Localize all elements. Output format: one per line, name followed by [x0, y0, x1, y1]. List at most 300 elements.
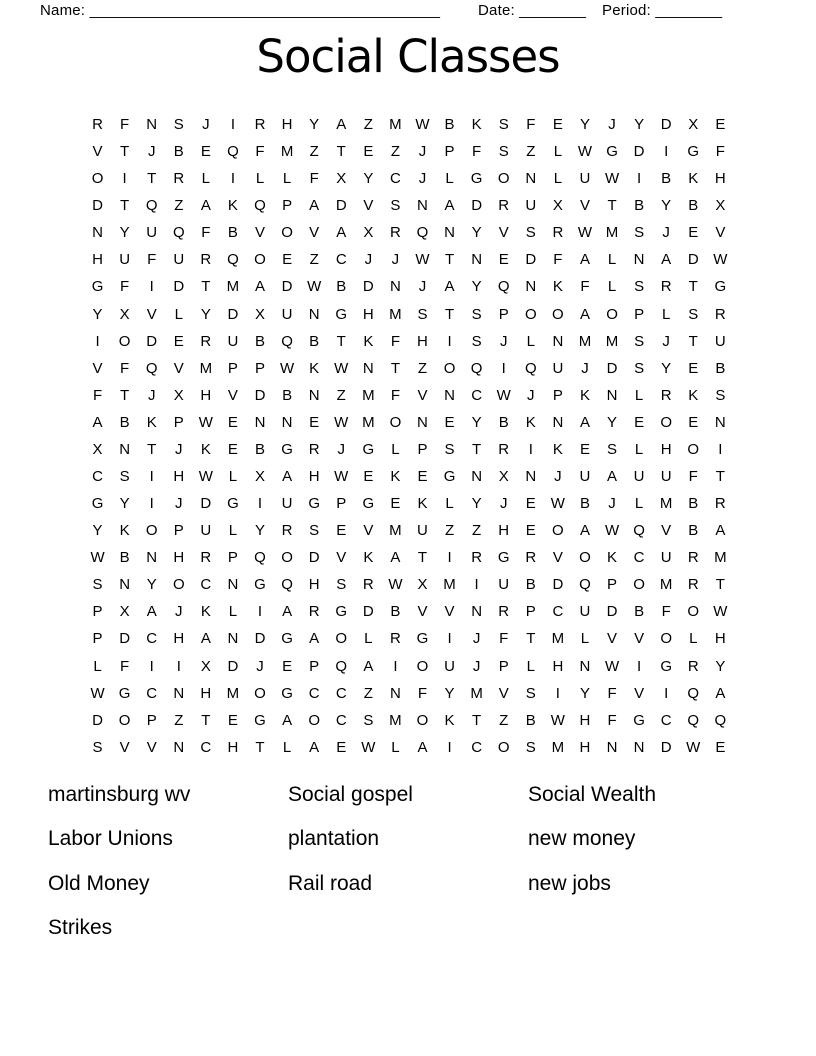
grid-cell: F: [92, 386, 103, 404]
grid-cell: R: [281, 522, 293, 540]
grid-cell: Y: [715, 657, 726, 675]
grid-cell: U: [633, 468, 645, 486]
grid-cell: L: [391, 738, 400, 756]
grid-cell: Y: [200, 305, 211, 323]
grid-cell: P: [227, 359, 238, 377]
grid-cell: Z: [363, 684, 373, 702]
grid-row: [84, 571, 734, 598]
grid-cell: V: [146, 738, 157, 756]
grid-cell: U: [227, 332, 239, 350]
grid-cell: V: [715, 224, 726, 242]
grid-cell: S: [715, 386, 726, 404]
grid-cell: F: [688, 468, 698, 486]
grid-cell: S: [525, 224, 536, 242]
grid-cell: F: [553, 251, 563, 269]
grid-cell: S: [173, 116, 184, 133]
grid-cell: A: [309, 630, 320, 648]
grid-cell: E: [227, 413, 238, 431]
grid-cell: J: [256, 657, 264, 675]
grid-cell: L: [201, 170, 211, 188]
grid-cell: O: [633, 576, 645, 594]
grid-cell: Q: [281, 332, 293, 350]
grid-cell: T: [147, 170, 157, 188]
grid-cell: U: [552, 359, 564, 377]
grid-cell: A: [579, 522, 590, 540]
grid-cell: N: [119, 576, 131, 594]
period-label: Period:: [602, 2, 651, 19]
grid-cell: R: [687, 657, 699, 675]
grid-cell: E: [715, 738, 726, 756]
grid-cell: G: [497, 549, 510, 567]
grid-cell: V: [552, 549, 563, 567]
grid-cell: L: [526, 332, 535, 350]
grid-cell: W: [686, 738, 701, 756]
grid-row: [84, 707, 734, 734]
grid-cell: U: [281, 305, 293, 323]
grid-cell: Y: [146, 576, 157, 594]
grid-cell: Q: [687, 684, 700, 702]
grid-cell: J: [202, 116, 210, 133]
grid-cell: H: [417, 332, 428, 350]
grid-cell: A: [92, 413, 103, 431]
grid-cell: A: [200, 197, 211, 215]
grid-cell: I: [555, 684, 560, 702]
grid-cell: E: [282, 657, 293, 675]
grid-cell: N: [119, 440, 131, 458]
grid-cell: I: [501, 359, 506, 377]
grid-cell: S: [607, 440, 618, 458]
grid-cell: T: [120, 386, 130, 404]
grid-cell: C: [633, 549, 645, 567]
grid-cell: R: [200, 251, 212, 269]
grid-cell: T: [444, 305, 455, 323]
grid-cell: G: [281, 630, 293, 648]
grid-cell: V: [309, 224, 320, 242]
grid-cell: G: [633, 711, 645, 729]
grid-cell: O: [172, 576, 185, 594]
grid-cell: J: [147, 386, 156, 404]
grid-cell: L: [445, 170, 454, 188]
grid-cell: E: [227, 440, 238, 458]
grid-row: [84, 436, 734, 463]
grid-cell: B: [525, 711, 536, 729]
grid-cell: N: [308, 386, 320, 404]
grid-cell: B: [173, 143, 184, 161]
grid-cell: K: [227, 197, 238, 215]
grid-cell: U: [525, 197, 537, 215]
name-blank-line: __________________________________________: [89, 2, 440, 19]
grid-cell: D: [92, 711, 103, 729]
grid-cell: W: [388, 576, 403, 594]
grid-cell: S: [92, 738, 103, 756]
grid-cell: I: [149, 495, 154, 513]
grid-cell: A: [255, 278, 266, 296]
grid-cell: P: [146, 711, 157, 729]
grid-cell: T: [120, 143, 130, 161]
grid-cell: U: [119, 251, 131, 269]
grid-cell: H: [498, 522, 510, 540]
grid-cell: B: [309, 332, 320, 350]
worksheet-title: Social Classes: [256, 30, 560, 83]
grid-cell: Y: [471, 278, 482, 296]
grid-cell: U: [417, 522, 428, 540]
grid-cell: I: [447, 549, 452, 567]
grid-cell: F: [390, 332, 400, 350]
grid-cell: B: [444, 116, 455, 133]
grid-cell: N: [227, 576, 239, 594]
grid-cell: J: [527, 386, 535, 404]
word-list-item: Strikes: [48, 916, 113, 940]
grid-cell: Q: [470, 359, 483, 377]
grid-cell: S: [525, 684, 536, 702]
grid-cell: H: [200, 684, 212, 702]
grid-cell: R: [687, 549, 699, 567]
grid-cell: S: [525, 738, 536, 756]
grid-cell: E: [282, 251, 293, 269]
grid-cell: Q: [633, 522, 645, 540]
grid-row: [84, 219, 734, 246]
period-blank-line: ________: [655, 2, 723, 19]
grid-cell: D: [687, 251, 699, 269]
grid-cell: M: [605, 332, 619, 350]
grid-cell: A: [282, 468, 293, 486]
grid-cell: Y: [119, 495, 130, 513]
grid-cell: F: [309, 170, 319, 188]
grid-cell: N: [471, 251, 483, 269]
grid-cell: W: [334, 468, 349, 486]
grid-cell: E: [688, 359, 699, 377]
grid-cell: R: [714, 495, 726, 513]
grid-cell: E: [688, 413, 699, 431]
grid-cell: O: [660, 413, 673, 431]
grid-cell: N: [471, 468, 483, 486]
grid-cell: V: [119, 738, 130, 756]
grid-cell: H: [227, 738, 239, 756]
grid-cell: I: [230, 116, 236, 133]
grid-cell: P: [309, 657, 320, 675]
grid-cell: G: [91, 278, 104, 296]
grid-cell: G: [254, 711, 266, 729]
grid-cell: T: [715, 468, 725, 486]
grid-cell: M: [199, 359, 213, 377]
grid-cell: U: [173, 251, 185, 269]
grid-cell: Q: [335, 657, 348, 675]
grid-cell: M: [280, 143, 294, 161]
grid-cell: Z: [309, 251, 319, 269]
grid-cell: I: [637, 170, 642, 188]
grid-cell: S: [417, 305, 428, 323]
grid-cell: V: [363, 197, 374, 215]
grid-cell: O: [335, 630, 348, 648]
grid-cell: U: [146, 224, 158, 242]
grid-cell: D: [633, 143, 645, 161]
grid-cell: O: [606, 305, 618, 323]
grid-cell: R: [200, 549, 212, 567]
grid-cell: F: [661, 603, 671, 621]
grid-cell: H: [552, 657, 564, 675]
grid-cell: B: [119, 413, 130, 431]
grid-cell: L: [662, 305, 671, 323]
grid-cell: N: [281, 413, 293, 431]
grid-row: [84, 111, 734, 138]
grid-row: [84, 301, 734, 328]
grid-cell: J: [147, 143, 156, 161]
grid-cell: Y: [471, 224, 482, 242]
grid-cell: T: [688, 278, 698, 296]
grid-cell: N: [146, 116, 158, 133]
grid-cell: F: [201, 224, 211, 242]
grid-cell: I: [637, 657, 642, 675]
grid-cell: V: [173, 359, 184, 377]
grid-cell: X: [417, 576, 428, 594]
grid-cell: X: [173, 386, 184, 404]
grid-cell: D: [552, 576, 564, 594]
grid-cell: J: [418, 143, 427, 161]
grid-cell: T: [201, 711, 211, 729]
grid-cell: W: [550, 711, 565, 729]
grid-cell: V: [498, 684, 509, 702]
grid-cell: W: [604, 522, 620, 540]
grid-cell: D: [362, 278, 374, 296]
grid-cell: O: [145, 522, 158, 540]
grid-cell: O: [524, 305, 537, 323]
grid-cell: E: [173, 332, 184, 350]
grid-cell: A: [336, 116, 347, 133]
grid-cell: Y: [579, 684, 590, 702]
grid-cell: C: [200, 576, 212, 594]
grid-cell: K: [417, 495, 428, 513]
grid-cell: U: [660, 549, 672, 567]
grid-cell: F: [607, 711, 617, 729]
grid-cell: N: [444, 386, 455, 404]
grid-cell: V: [92, 359, 103, 377]
grid-cell: N: [525, 278, 537, 296]
grid-cell: V: [634, 630, 645, 648]
grid-cell: O: [552, 522, 564, 540]
grid-cell: G: [660, 657, 673, 675]
grid-cell: D: [606, 359, 618, 377]
grid-cell: L: [255, 170, 265, 188]
grid-cell: R: [660, 278, 672, 296]
grid-cell: R: [498, 197, 510, 215]
grid-cell: T: [472, 440, 482, 458]
grid-cell: D: [471, 197, 483, 215]
grid-cell: V: [417, 386, 428, 404]
grid-cell: V: [498, 224, 509, 242]
grid-cell: H: [714, 170, 726, 188]
grid-cell: I: [149, 657, 154, 675]
grid-cell: Y: [661, 197, 672, 215]
word-list-column: [288, 778, 528, 956]
grid-cell: R: [389, 630, 401, 648]
grid-row: [84, 680, 734, 707]
grid-cell: W: [577, 224, 593, 242]
grid-cell: C: [200, 738, 212, 756]
grid-cell: X: [688, 116, 699, 133]
grid-cell: Q: [145, 359, 158, 377]
grid-cell: N: [525, 170, 537, 188]
grid-cell: S: [390, 197, 401, 215]
grid-cell: Z: [309, 143, 319, 161]
grid-cell: S: [119, 468, 130, 486]
grid-cell: I: [149, 468, 154, 486]
grid-cell: M: [551, 738, 565, 756]
grid-cell: K: [688, 386, 699, 404]
grid-cell: J: [662, 332, 670, 350]
grid-cell: U: [200, 522, 212, 540]
grid-cell: V: [92, 143, 103, 161]
grid-cell: C: [389, 170, 401, 188]
grid-cell: B: [661, 170, 672, 188]
grid-cell: X: [200, 657, 211, 675]
grid-cell: N: [579, 657, 591, 675]
grid-cell: E: [390, 495, 401, 513]
grid-cell: W: [90, 549, 105, 567]
grid-cell: Y: [607, 413, 618, 431]
grid-cell: C: [471, 738, 483, 756]
grid-cell: D: [227, 657, 239, 675]
grid-cell: I: [176, 657, 181, 675]
grid-cell: O: [91, 170, 104, 188]
grid-cell: L: [93, 657, 102, 675]
grid-cell: P: [282, 197, 293, 215]
grid-cell: X: [255, 468, 266, 486]
grid-cell: G: [714, 278, 727, 296]
grid-cell: E: [498, 251, 509, 269]
grid-cell: O: [416, 711, 429, 729]
grid-cell: M: [443, 576, 456, 594]
grid-cell: J: [499, 495, 508, 513]
grid-cell: H: [308, 576, 320, 594]
grid-cell: Z: [363, 116, 373, 133]
grid-cell: R: [471, 549, 483, 567]
grid-cell: J: [418, 170, 427, 188]
grid-cell: E: [525, 495, 536, 513]
grid-cell: W: [415, 116, 430, 133]
grid-cell: N: [417, 413, 428, 431]
grid-cell: G: [118, 684, 131, 702]
grid-cell: Y: [92, 522, 103, 540]
grid-cell: O: [497, 170, 510, 188]
word-list: [48, 778, 768, 956]
grid-cell: P: [173, 413, 184, 431]
grid-cell: J: [499, 332, 508, 350]
grid-cell: T: [526, 630, 536, 648]
grid-cell: V: [227, 386, 238, 404]
grid-cell: N: [552, 413, 564, 431]
grid-cell: B: [525, 576, 536, 594]
grid-cell: J: [608, 495, 616, 513]
grid-cell: H: [308, 468, 320, 486]
grid-cell: D: [173, 278, 185, 296]
grid-cell: G: [254, 576, 266, 594]
grid-cell: O: [552, 305, 564, 323]
grid-cell: X: [715, 197, 726, 215]
grid-cell: V: [336, 549, 347, 567]
grid-cell: W: [604, 657, 620, 675]
grid-cell: W: [307, 278, 322, 296]
grid-cell: L: [364, 630, 373, 648]
grid-cell: K: [119, 522, 130, 540]
grid-cell: G: [443, 468, 456, 486]
grid-cell: I: [230, 170, 236, 188]
grid-cell: S: [634, 278, 645, 296]
grid-cell: T: [201, 278, 211, 296]
grid-row: [84, 328, 734, 355]
grid-cell: S: [471, 332, 482, 350]
grid-cell: G: [308, 495, 320, 513]
word-list-column: [528, 778, 768, 956]
grid-cell: K: [309, 359, 320, 377]
grid-cell: Y: [471, 495, 482, 513]
name-field: [40, 2, 440, 19]
grid-cell: E: [444, 413, 455, 431]
grid-cell: E: [363, 468, 374, 486]
grid-cell: X: [92, 440, 103, 458]
grid-cell: R: [389, 224, 401, 242]
grid-cell: J: [175, 495, 183, 513]
grid-row: [84, 165, 734, 192]
grid-cell: A: [363, 657, 374, 675]
grid-cell: P: [525, 603, 536, 621]
grid-cell: D: [254, 630, 266, 648]
grid-cell: N: [389, 684, 401, 702]
grid-cell: R: [254, 116, 266, 133]
grid-cell: O: [281, 224, 293, 242]
grid-cell: A: [146, 603, 157, 621]
grid-cell: N: [606, 386, 618, 404]
grid-cell: Y: [309, 116, 320, 133]
grid-cell: F: [417, 684, 428, 702]
grid-cell: Y: [119, 224, 130, 242]
grid-cell: B: [688, 495, 699, 513]
grid-cell: Z: [444, 522, 455, 540]
grid-cell: H: [579, 711, 591, 729]
grid-cell: C: [471, 386, 483, 404]
grid-cell: A: [309, 197, 320, 215]
grid-row: [84, 625, 734, 652]
grid-cell: Q: [687, 711, 700, 729]
grid-cell: Y: [579, 116, 590, 133]
grid-cell: K: [471, 116, 482, 133]
grid-cell: F: [147, 251, 157, 269]
grid-cell: Z: [417, 359, 428, 377]
date-label: Date:: [478, 2, 515, 19]
grid-cell: A: [607, 468, 618, 486]
grid-cell: D: [660, 116, 672, 133]
word-list-item: new money: [528, 827, 636, 851]
grid-row: [84, 409, 734, 436]
grid-cell: R: [660, 386, 672, 404]
grid-cell: S: [498, 116, 509, 133]
grid-cell: J: [472, 630, 481, 648]
grid-cell: P: [552, 386, 563, 404]
grid-cell: K: [390, 468, 401, 486]
grid-cell: L: [634, 495, 644, 513]
grid-cell: V: [634, 684, 645, 702]
grid-cell: W: [90, 684, 105, 702]
grid-cell: F: [120, 359, 130, 377]
grid-cell: E: [715, 116, 726, 133]
grid-cell: H: [281, 116, 293, 133]
grid-cell: B: [282, 386, 293, 404]
grid-cell: C: [335, 684, 347, 702]
grid-cell: S: [336, 576, 347, 594]
grid-cell: D: [606, 603, 618, 621]
grid-cell: N: [606, 738, 618, 756]
grid-cell: J: [364, 251, 373, 269]
grid-cell: M: [470, 684, 483, 702]
